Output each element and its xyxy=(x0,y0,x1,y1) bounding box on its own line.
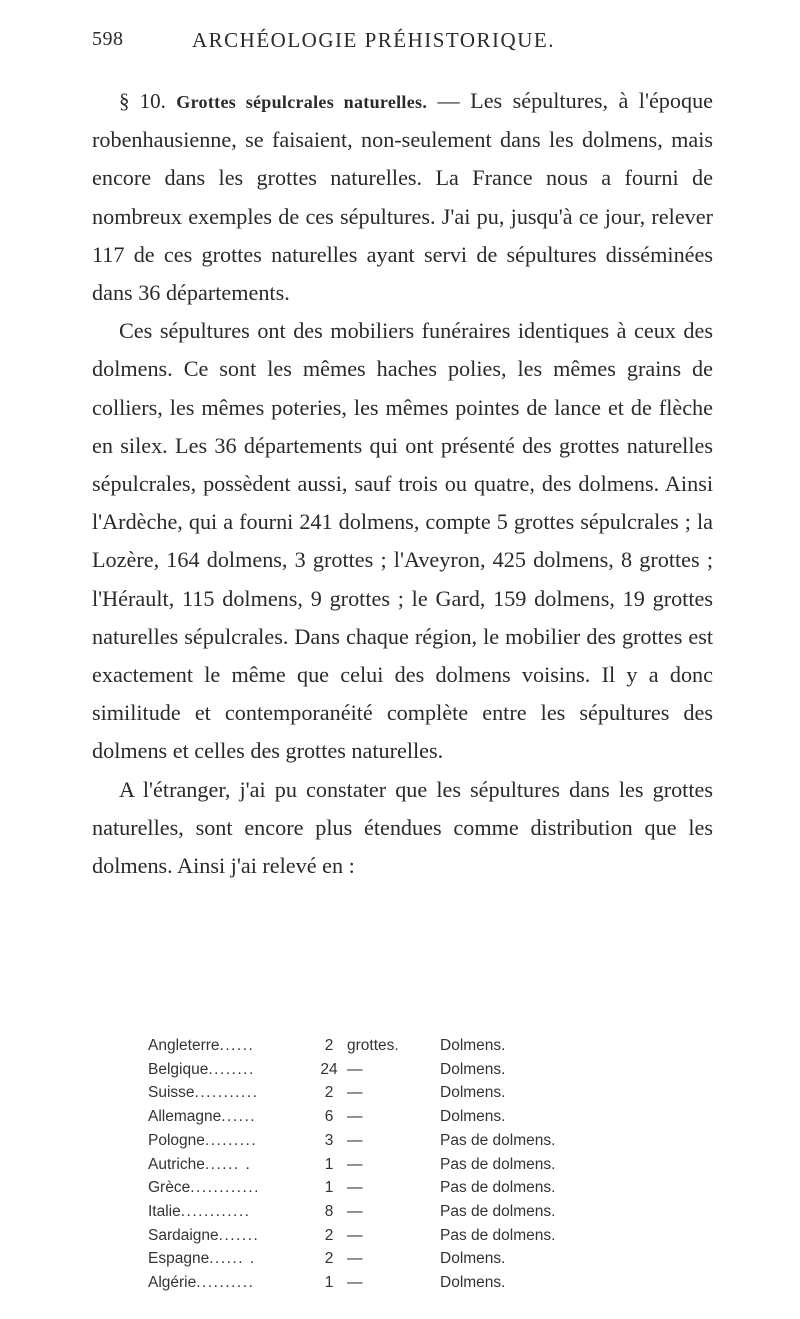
section-title: Grottes sépulcrales naturelles. xyxy=(176,92,428,112)
dolmens-status: Dolmens. xyxy=(440,1108,506,1126)
grottes-count: 1 xyxy=(324,1155,334,1173)
country-name: Italie xyxy=(148,1202,181,1220)
country-name: Algérie xyxy=(148,1274,197,1292)
grottes-count: 1 xyxy=(324,1179,334,1197)
table-row xyxy=(148,1081,555,1105)
section-paragraph xyxy=(92,82,713,312)
paragraph: Ces sépultures ont des mobiliers funéraires identiques à ceux des dolmens. Ce sont les mêmes haches polies, les mêmes grains de colliers, les mêmes poteries, les mêmes pointes de lance et de flèche en silex. Les 36 départements qui ont présenté des grottes naturelles sépulcrales, possèdent aussi, sauf trois ou quatre, des dolmens. Ainsi l'Ardèche, qui a fourni 241 dolmens, compte 5 grottes sépulcrales ; la Lozère, 164 dolmens, 3 grottes ; l'Aveyron, 425 dolmens, 8 grottes ; l'Hérault, 115 dolmens, 9 grottes ; le Gard, 159 dolmens, 19 grottes naturelles sépulcrales. Dans chaque région, le mobilier des grottes est exactement le même que celui des dolmens voisins. Il y a donc similitude et contemporanéité complète entre les sépultures des dolmens et celles des grottes naturelles. xyxy=(92,318,713,764)
grottes-label: — xyxy=(347,1274,363,1292)
leader-dots: ...... . xyxy=(209,1250,256,1268)
grottes-label: — xyxy=(347,1179,363,1197)
country-cell xyxy=(148,1271,311,1295)
dolmens-status: Pas de dolmens. xyxy=(440,1202,556,1220)
country-cell xyxy=(148,1034,311,1058)
country-name: Allemagne xyxy=(148,1108,222,1126)
country-name: Espagne xyxy=(148,1250,210,1268)
dolmens-status: Dolmens. xyxy=(440,1037,506,1054)
country-name: Belgique xyxy=(148,1060,209,1078)
grottes-count: 1 xyxy=(324,1274,334,1292)
grottes-label: — xyxy=(347,1108,363,1126)
country-name: Grèce xyxy=(148,1179,191,1197)
country-name: Suisse xyxy=(148,1084,195,1102)
section-number: § 10. xyxy=(119,89,166,113)
table-row xyxy=(148,1247,555,1271)
leader-dots: ...... xyxy=(219,1037,255,1054)
table-row xyxy=(148,1129,555,1153)
dolmens-status: Dolmens. xyxy=(440,1084,506,1102)
section-lead-text: — Les sépultures, à l'époque robenhausienne, se faisaient, non-seulement dans les dolmens, mais encore dans les grottes naturelles. La France nous a fourni de nombreux exemples de ces sépultures. J'ai pu, jusqu'à ce jour, relever 117 de ces grottes naturelles ayant servi de sépultures disséminées dans 36 départements. xyxy=(92,88,714,306)
grottes-label: — xyxy=(347,1202,363,1220)
page-number: 598 xyxy=(92,28,124,50)
grottes-label: — xyxy=(347,1131,363,1149)
leader-dots: ............ xyxy=(180,1202,251,1220)
grottes-label: grottes. xyxy=(347,1037,399,1054)
dolmens-status: Dolmens. xyxy=(440,1060,506,1078)
leader-dots: ...... xyxy=(221,1108,257,1126)
grottes-label: — xyxy=(347,1226,363,1244)
running-title: ARCHÉOLOGIE PRÉHISTORIQUE. xyxy=(192,28,555,52)
grottes-count: 24 xyxy=(320,1060,338,1078)
table-row xyxy=(148,1153,555,1177)
table-row xyxy=(148,1271,555,1295)
grottes-count: 2 xyxy=(324,1250,334,1268)
table-row xyxy=(148,1105,555,1129)
country-name: Sardaigne xyxy=(148,1226,219,1244)
table-row xyxy=(148,1034,555,1058)
table-row xyxy=(148,1224,555,1248)
country-name: Autriche xyxy=(148,1155,205,1173)
leader-dots: ......... xyxy=(204,1131,258,1149)
grottes-count: 6 xyxy=(324,1108,334,1126)
grottes-count: 2 xyxy=(324,1084,334,1102)
leader-dots: ...... . xyxy=(204,1155,252,1173)
table-row xyxy=(148,1176,555,1200)
country-name: Pologne xyxy=(148,1131,205,1149)
dolmens-status: Dolmens. xyxy=(440,1250,506,1268)
dolmens-status: Pas de dolmens. xyxy=(440,1155,556,1173)
country-cell xyxy=(148,1176,311,1200)
country-name: Angleterre xyxy=(148,1037,220,1054)
leader-dots: ........... xyxy=(194,1084,259,1102)
country-cell xyxy=(148,1081,311,1105)
grottes-label: — xyxy=(347,1084,363,1102)
grottes-count: 3 xyxy=(324,1131,334,1149)
paragraph: A l'étranger, j'ai pu constater que les sépultures dans les grottes naturelles, sont encore plus étendues comme distribution que les dolmens. Ainsi j'ai relevé en : xyxy=(92,776,713,879)
dolmens-status: Pas de dolmens. xyxy=(440,1179,556,1197)
country-cell xyxy=(148,1247,311,1271)
dolmens-status: Pas de dolmens. xyxy=(440,1131,556,1149)
leader-dots: ....... xyxy=(218,1226,260,1244)
grottes-table xyxy=(148,1034,555,1295)
leader-dots: ............ xyxy=(190,1179,260,1197)
grottes-count: 2 xyxy=(324,1226,334,1244)
page-header xyxy=(92,28,712,58)
country-cell xyxy=(148,1058,311,1082)
country-cell xyxy=(148,1105,311,1129)
body-text xyxy=(92,82,713,885)
grottes-label: — xyxy=(347,1060,363,1078)
table-row xyxy=(148,1200,555,1224)
grottes-count: 2 xyxy=(324,1037,334,1054)
dolmens-status: Pas de dolmens. xyxy=(440,1226,556,1244)
leader-dots: ........ xyxy=(208,1060,255,1078)
country-cell xyxy=(148,1224,311,1248)
dolmens-status: Dolmens. xyxy=(440,1274,506,1292)
country-cell xyxy=(148,1129,311,1153)
grottes-label: — xyxy=(347,1155,363,1173)
leader-dots: .......... xyxy=(196,1274,255,1292)
table-row xyxy=(148,1058,555,1082)
grottes-count: 8 xyxy=(324,1202,334,1220)
country-cell xyxy=(148,1200,311,1224)
grottes-label: — xyxy=(347,1250,363,1268)
country-cell xyxy=(148,1153,311,1177)
